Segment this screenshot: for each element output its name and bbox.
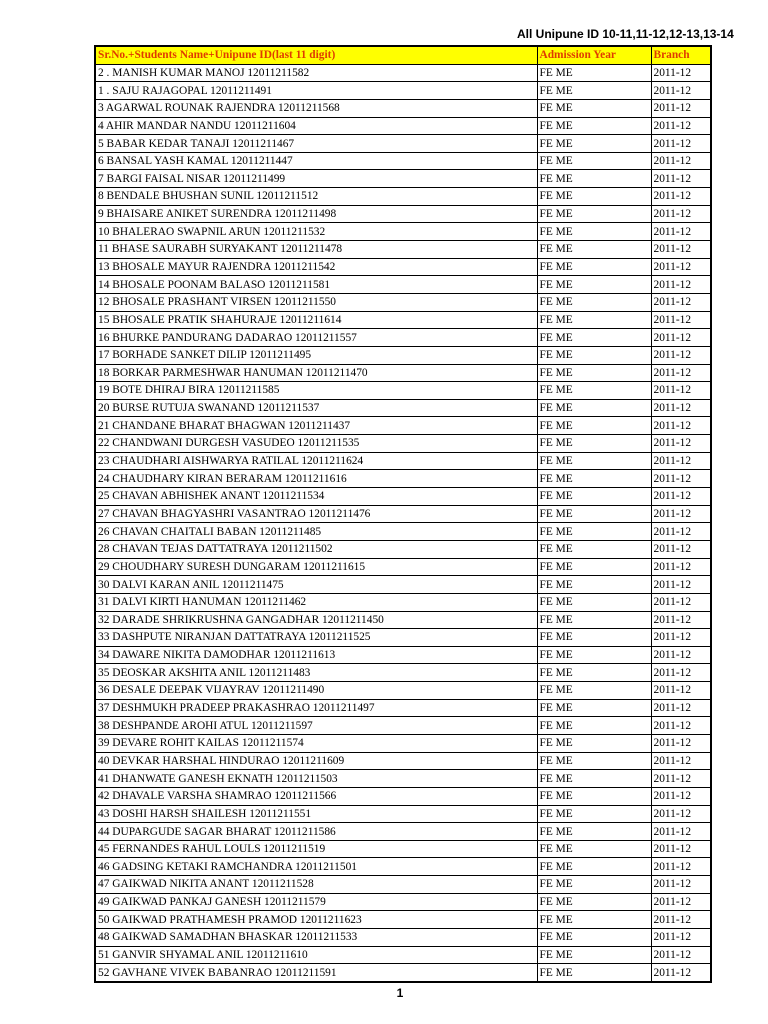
- admission-year-cell: FE ME: [537, 170, 651, 188]
- admission-year-cell: FE ME: [537, 929, 651, 947]
- student-name-cell: 15 BHOSALE PRATIK SHAHURAJE 12011211614: [95, 311, 537, 329]
- student-name-cell: 38 DESHPANDE AROHI ATUL 12011211597: [95, 717, 537, 735]
- branch-cell: 2011-12: [651, 787, 711, 805]
- table-row: [95, 770, 711, 788]
- admission-year-cell: FE ME: [537, 964, 651, 982]
- student-name-cell: 33 DASHPUTE NIRANJAN DATTATRAYA 12011211525: [95, 629, 537, 647]
- student-name-cell: 5 BABAR KEDAR TANAJI 12011211467: [95, 135, 537, 153]
- table-row: [95, 399, 711, 417]
- admission-year-cell: FE ME: [537, 752, 651, 770]
- branch-cell: 2011-12: [651, 64, 711, 82]
- table-row: [95, 470, 711, 488]
- admission-year-cell: FE ME: [537, 364, 651, 382]
- branch-cell: 2011-12: [651, 346, 711, 364]
- admission-year-cell: FE ME: [537, 223, 651, 241]
- table-row: [95, 64, 711, 82]
- student-name-cell: 47 GAIKWAD NIKITA ANANT 12011211528: [95, 876, 537, 894]
- student-name-cell: 30 DALVI KARAN ANIL 12011211475: [95, 576, 537, 594]
- admission-year-cell: FE ME: [537, 417, 651, 435]
- student-name-cell: 29 CHOUDHARY SURESH DUNGARAM 12011211615: [95, 558, 537, 576]
- table-row: [95, 205, 711, 223]
- table-row: [95, 488, 711, 506]
- student-name-cell: 21 CHANDANE BHARAT BHAGWAN 12011211437: [95, 417, 537, 435]
- branch-cell: 2011-12: [651, 823, 711, 841]
- student-name-cell: 14 BHOSALE POONAM BALASO 12011211581: [95, 276, 537, 294]
- branch-cell: 2011-12: [651, 752, 711, 770]
- admission-year-cell: FE ME: [537, 188, 651, 206]
- table-row: [95, 911, 711, 929]
- table-row: [95, 452, 711, 470]
- student-name-cell: 35 DEOSKAR AKSHITA ANIL 12011211483: [95, 664, 537, 682]
- student-name-cell: 9 BHAISARE ANIKET SURENDRA 12011211498: [95, 205, 537, 223]
- table-row: [95, 752, 711, 770]
- branch-cell: 2011-12: [651, 699, 711, 717]
- table-row: [95, 858, 711, 876]
- admission-year-cell: FE ME: [537, 805, 651, 823]
- student-name-cell: 22 CHANDWANI DURGESH VASUDEO 12011211535: [95, 435, 537, 453]
- student-name-cell: 40 DEVKAR HARSHAL HINDURAO 12011211609: [95, 752, 537, 770]
- table-row: [95, 699, 711, 717]
- admission-year-cell: FE ME: [537, 593, 651, 611]
- admission-year-cell: FE ME: [537, 82, 651, 100]
- branch-cell: 2011-12: [651, 893, 711, 911]
- admission-year-cell: FE ME: [537, 787, 651, 805]
- table-row: [95, 646, 711, 664]
- header-row: [95, 46, 711, 64]
- student-name-cell: 36 DESALE DEEPAK VIJAYRAV 12011211490: [95, 682, 537, 700]
- student-name-cell: 27 CHAVAN BHAGYASHRI VASANTRAO 12011211476: [95, 505, 537, 523]
- student-name-cell: 43 DOSHI HARSH SHAILESH 12011211551: [95, 805, 537, 823]
- admission-year-cell: FE ME: [537, 646, 651, 664]
- branch-cell: 2011-12: [651, 805, 711, 823]
- student-name-cell: 7 BARGI FAISAL NISAR 12011211499: [95, 170, 537, 188]
- table-row: [95, 311, 711, 329]
- student-name-cell: 6 BANSAL YASH KAMAL 12011211447: [95, 152, 537, 170]
- branch-cell: 2011-12: [651, 117, 711, 135]
- admission-year-cell: FE ME: [537, 346, 651, 364]
- table-row: [95, 329, 711, 347]
- student-name-cell: 17 BORHADE SANKET DILIP 12011211495: [95, 346, 537, 364]
- student-name-cell: 11 BHASE SAURABH SURYAKANT 12011211478: [95, 241, 537, 259]
- table-row: [95, 540, 711, 558]
- student-name-cell: 12 BHOSALE PRASHANT VIRSEN 12011211550: [95, 293, 537, 311]
- admission-year-cell: FE ME: [537, 241, 651, 259]
- admission-year-cell: FE ME: [537, 488, 651, 506]
- student-name-cell: 45 FERNANDES RAHUL LOULS 12011211519: [95, 840, 537, 858]
- table-row: [95, 717, 711, 735]
- admission-year-cell: FE ME: [537, 135, 651, 153]
- table-row: [95, 787, 711, 805]
- branch-cell: 2011-12: [651, 876, 711, 894]
- table-row: [95, 505, 711, 523]
- branch-cell: 2011-12: [651, 135, 711, 153]
- table-row: [95, 805, 711, 823]
- branch-cell: 2011-12: [651, 576, 711, 594]
- student-name-cell: 34 DAWARE NIKITA DAMODHAR 12011211613: [95, 646, 537, 664]
- admission-year-cell: FE ME: [537, 99, 651, 117]
- student-name-cell: 23 CHAUDHARI AISHWARYA RATILAL 12011211624: [95, 452, 537, 470]
- student-name-cell: 26 CHAVAN CHAITALI BABAN 12011211485: [95, 523, 537, 541]
- table-row: [95, 593, 711, 611]
- admission-year-cell: FE ME: [537, 258, 651, 276]
- branch-cell: 2011-12: [651, 911, 711, 929]
- student-name-cell: 37 DESHMUKH PRADEEP PRAKASHRAO 12011211497: [95, 699, 537, 717]
- branch-cell: 2011-12: [651, 82, 711, 100]
- table-row: [95, 664, 711, 682]
- table-row: [95, 135, 711, 153]
- student-name-cell: 52 GAVHANE VIVEK BABANRAO 12011211591: [95, 964, 537, 982]
- admission-year-cell: FE ME: [537, 558, 651, 576]
- admission-year-cell: FE ME: [537, 717, 651, 735]
- student-name-cell: 49 GAIKWAD PANKAJ GANESH 12011211579: [95, 893, 537, 911]
- table-row: [95, 293, 711, 311]
- admission-year-cell: FE ME: [537, 470, 651, 488]
- branch-cell: 2011-12: [651, 946, 711, 964]
- table-row: [95, 946, 711, 964]
- branch-cell: 2011-12: [651, 523, 711, 541]
- student-name-cell: 39 DEVARE ROHIT KAILAS 12011211574: [95, 734, 537, 752]
- student-name-cell: 20 BURSE RUTUJA SWANAND 12011211537: [95, 399, 537, 417]
- branch-cell: 2011-12: [651, 223, 711, 241]
- table-row: [95, 364, 711, 382]
- admission-year-cell: FE ME: [537, 205, 651, 223]
- student-name-cell: 1 . SAJU RAJAGOPAL 12011211491: [95, 82, 537, 100]
- branch-cell: 2011-12: [651, 188, 711, 206]
- student-name-cell: 8 BENDALE BHUSHAN SUNIL 12011211512: [95, 188, 537, 206]
- table-body: [95, 64, 711, 982]
- branch-cell: 2011-12: [651, 99, 711, 117]
- admission-year-cell: FE ME: [537, 840, 651, 858]
- admission-year-cell: FE ME: [537, 770, 651, 788]
- student-name-cell: 32 DARADE SHRIKRUSHNA GANGADHAR 12011211450: [95, 611, 537, 629]
- table-row: [95, 823, 711, 841]
- table-row: [95, 188, 711, 206]
- admission-year-cell: FE ME: [537, 893, 651, 911]
- branch-cell: 2011-12: [651, 682, 711, 700]
- admission-year-cell: FE ME: [537, 523, 651, 541]
- table-row: [95, 840, 711, 858]
- branch-cell: 2011-12: [651, 399, 711, 417]
- student-name-cell: 50 GAIKWAD PRATHAMESH PRAMOD 12011211623: [95, 911, 537, 929]
- branch-cell: 2011-12: [651, 258, 711, 276]
- admission-year-cell: FE ME: [537, 329, 651, 347]
- student-name-cell: 46 GADSING KETAKI RAMCHANDRA 12011211501: [95, 858, 537, 876]
- admission-year-cell: FE ME: [537, 382, 651, 400]
- student-name-cell: 44 DUPARGUDE SAGAR BHARAT 12011211586: [95, 823, 537, 841]
- branch-cell: 2011-12: [651, 664, 711, 682]
- table-row: [95, 346, 711, 364]
- branch-cell: 2011-12: [651, 629, 711, 647]
- admission-year-cell: FE ME: [537, 293, 651, 311]
- table-row: [95, 117, 711, 135]
- branch-cell: 2011-12: [651, 858, 711, 876]
- table-row: [95, 258, 711, 276]
- branch-cell: 2011-12: [651, 205, 711, 223]
- admission-year-cell: FE ME: [537, 540, 651, 558]
- admission-year-cell: FE ME: [537, 117, 651, 135]
- branch-cell: 2011-12: [651, 717, 711, 735]
- student-table: [94, 45, 712, 983]
- branch-cell: 2011-12: [651, 505, 711, 523]
- table-row: [95, 223, 711, 241]
- table-header: [95, 46, 711, 64]
- table-row: [95, 435, 711, 453]
- branch-cell: 2011-12: [651, 770, 711, 788]
- table-row: [95, 558, 711, 576]
- table-row: [95, 276, 711, 294]
- table-row: [95, 523, 711, 541]
- admission-year-cell: FE ME: [537, 64, 651, 82]
- table-row: [95, 929, 711, 947]
- branch-cell: 2011-12: [651, 276, 711, 294]
- branch-cell: 2011-12: [651, 435, 711, 453]
- admission-year-cell: FE ME: [537, 452, 651, 470]
- admission-year-cell: FE ME: [537, 734, 651, 752]
- admission-year-cell: FE ME: [537, 911, 651, 929]
- admission-year-cell: FE ME: [537, 823, 651, 841]
- branch-cell: 2011-12: [651, 293, 711, 311]
- branch-cell: 2011-12: [651, 452, 711, 470]
- table-row: [95, 99, 711, 117]
- branch-cell: 2011-12: [651, 558, 711, 576]
- student-name-cell: 10 BHALERAO SWAPNIL ARUN 12011211532: [95, 223, 537, 241]
- branch-cell: 2011-12: [651, 364, 711, 382]
- table-row: [95, 82, 711, 100]
- admission-year-cell: FE ME: [537, 876, 651, 894]
- student-name-cell: 3 AGARWAL ROUNAK RAJENDRA 12011211568: [95, 99, 537, 117]
- admission-year-cell: FE ME: [537, 399, 651, 417]
- table-row: [95, 382, 711, 400]
- branch-cell: 2011-12: [651, 540, 711, 558]
- admission-year-cell: FE ME: [537, 858, 651, 876]
- branch-cell: 2011-12: [651, 964, 711, 982]
- admission-year-cell: FE ME: [537, 629, 651, 647]
- student-name-cell: 31 DALVI KIRTI HANUMAN 12011211462: [95, 593, 537, 611]
- branch-cell: 2011-12: [651, 311, 711, 329]
- admission-year-cell: FE ME: [537, 664, 651, 682]
- table-row: [95, 417, 711, 435]
- admission-year-cell: FE ME: [537, 276, 651, 294]
- document-title: All Unipune ID 10-11,11-12,12-13,13-14: [517, 27, 734, 41]
- branch-cell: 2011-12: [651, 417, 711, 435]
- table-row: [95, 152, 711, 170]
- student-name-cell: 24 CHAUDHARY KIRAN BERARAM 12011211616: [95, 470, 537, 488]
- branch-cell: 2011-12: [651, 241, 711, 259]
- branch-cell: 2011-12: [651, 329, 711, 347]
- admission-year-cell: FE ME: [537, 505, 651, 523]
- admission-year-cell: FE ME: [537, 152, 651, 170]
- admission-year-cell: FE ME: [537, 946, 651, 964]
- student-name-cell: 41 DHANWATE GANESH EKNATH 12011211503: [95, 770, 537, 788]
- student-name-cell: 16 BHURKE PANDURANG DADARAO 12011211557: [95, 329, 537, 347]
- student-name-cell: 48 GAIKWAD SAMADHAN BHASKAR 12011211533: [95, 929, 537, 947]
- branch-cell: 2011-12: [651, 488, 711, 506]
- table-row: [95, 876, 711, 894]
- table-row: [95, 611, 711, 629]
- branch-cell: 2011-12: [651, 840, 711, 858]
- student-name-cell: 25 CHAVAN ABHISHEK ANANT 12011211534: [95, 488, 537, 506]
- table-row: [95, 964, 711, 982]
- admission-year-cell: FE ME: [537, 699, 651, 717]
- branch-cell: 2011-12: [651, 382, 711, 400]
- table-row: [95, 576, 711, 594]
- header-branch-column: Branch: [651, 46, 711, 64]
- student-name-cell: 18 BORKAR PARMESHWAR HANUMAN 12011211470: [95, 364, 537, 382]
- student-name-cell: 2 . MANISH KUMAR MANOJ 12011211582: [95, 64, 537, 82]
- branch-cell: 2011-12: [651, 734, 711, 752]
- admission-year-cell: FE ME: [537, 611, 651, 629]
- branch-cell: 2011-12: [651, 611, 711, 629]
- branch-cell: 2011-12: [651, 470, 711, 488]
- header-admission-year-column: Admission Year: [537, 46, 651, 64]
- branch-cell: 2011-12: [651, 152, 711, 170]
- admission-year-cell: FE ME: [537, 311, 651, 329]
- table-row: [95, 170, 711, 188]
- header-name-column: Sr.No.+Students Name+Unipune ID(last 11 digit): [95, 46, 537, 64]
- branch-cell: 2011-12: [651, 929, 711, 947]
- table-row: [95, 629, 711, 647]
- table-row: [95, 682, 711, 700]
- branch-cell: 2011-12: [651, 170, 711, 188]
- student-name-cell: 4 AHIR MANDAR NANDU 12011211604: [95, 117, 537, 135]
- student-name-cell: 28 CHAVAN TEJAS DATTATRAYA 12011211502: [95, 540, 537, 558]
- admission-year-cell: FE ME: [537, 435, 651, 453]
- student-name-cell: 13 BHOSALE MAYUR RAJENDRA 12011211542: [95, 258, 537, 276]
- branch-cell: 2011-12: [651, 646, 711, 664]
- page-number: 1: [396, 986, 404, 1000]
- table-row: [95, 893, 711, 911]
- student-name-cell: 19 BOTE DHIRAJ BIRA 12011211585: [95, 382, 537, 400]
- branch-cell: 2011-12: [651, 593, 711, 611]
- student-name-cell: 51 GANVIR SHYAMAL ANIL 12011211610: [95, 946, 537, 964]
- student-name-cell: 42 DHAVALE VARSHA SHAMRAO 12011211566: [95, 787, 537, 805]
- admission-year-cell: FE ME: [537, 682, 651, 700]
- table-row: [95, 734, 711, 752]
- table-row: [95, 241, 711, 259]
- admission-year-cell: FE ME: [537, 576, 651, 594]
